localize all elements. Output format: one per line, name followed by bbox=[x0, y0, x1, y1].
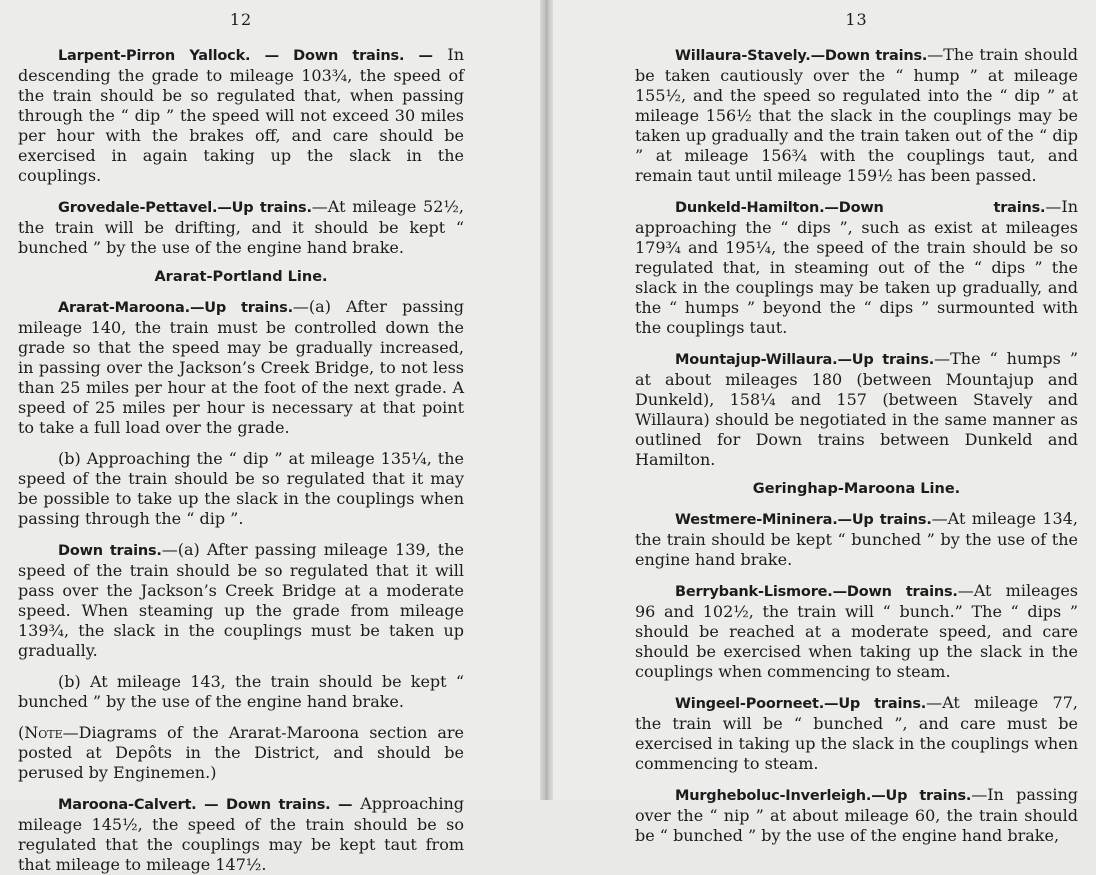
paragraph-text: —In passing over the “ nip ” at about mileage 60, the train should be “ bunched ” by the use of the engine hand brake, bbox=[635, 785, 1079, 845]
section-heading: Ararat-Maroona.—Up trains. bbox=[58, 300, 293, 316]
paragraph-text: —The “ humps ” at about mileages 180 (between Mountajup and Dunkeld), 158¼ and 157 (between Stavely and Willaura) should be negotiated in the same manner as outlined for Down trains between Dunkeld and Hamilton. bbox=[635, 349, 1079, 469]
paragraph-murgheboluc-inverleigh bbox=[635, 785, 1078, 846]
paragraph-down-trains-a bbox=[18, 540, 464, 661]
right-page bbox=[553, 0, 1096, 845]
paragraph-text: —At mileages 96 and 102½, the train will “ bunch.” The “ dips ” should be reached at a moderate speed, and care should be exercised when taking up the slack in the couplings when commencing to steam. bbox=[635, 581, 1078, 681]
paragraph-text: —The train should be taken cautiously over the “ hump ” at mileage 155½, and the speed so regulated into the “ dip ” at mileage 156½ that the slack in the couplings may be taken up gradually and the train taken out of the “ dip ” at mileage 156¾ with the couplings taut, and remain taut until mileage 159½ has been passed. bbox=[635, 45, 1079, 185]
page-number-12: 12 bbox=[229, 10, 253, 29]
section-heading: Down trains. bbox=[58, 543, 162, 559]
paragraph-wingeel-poorneet bbox=[635, 693, 1078, 774]
paragraph-maroona-calvert bbox=[18, 794, 464, 875]
section-heading: Maroona-Calvert. — Down trains. — bbox=[58, 797, 353, 813]
section-heading: Dunkeld-Hamilton.—Down trains. bbox=[675, 200, 1046, 216]
paragraph-text: —(a) After passing mileage 140, the train must be controlled down the grade so that the speed may be gradually increased, in passing over the Jackson’s Creek Bridge, to not less than 25 miles per hour at the foot of the next grade. A speed of 25 miles per hour is necessary at that point to take a full load over the grade. bbox=[18, 297, 465, 437]
section-heading: Larpent-Pirron Yallock. — Down trains. — bbox=[58, 48, 433, 64]
left-page bbox=[0, 0, 540, 874]
line-title-ararat-portland: Ararat-Portland Line. bbox=[154, 269, 328, 285]
note-text: —Diagrams of the Ararat-Maroona section are posted at Depôts in the District, and should be perused by Enginemen.) bbox=[18, 723, 464, 782]
paragraph-text: —(a) After passing mileage 139, the speed of the train should be so regulated that it will pass over the Jackson’s Creek Bridge at a moderate speed. When steaming up the grade from mileage 139¾, the slack in the couplings must be taken up gradually. bbox=[18, 540, 464, 660]
section-heading: Murgheboluc-Inverleigh.—Up trains. bbox=[675, 788, 972, 804]
line-title-geringhap-maroona: Geringhap-Maroona Line. bbox=[752, 481, 961, 497]
section-heading: Wingeel-Poorneet.—Up trains. bbox=[675, 696, 927, 712]
paragraph-down-trains-b: (b) At mileage 143, the train should be kept “ bunched ” by the use of the engine hand brake. bbox=[18, 672, 464, 711]
section-heading: Mountajup-Willaura.—Up trains. bbox=[675, 352, 935, 368]
paragraph-berrybank-lismore bbox=[635, 581, 1078, 682]
section-heading: Berrybank-Lismore.—Down trains. bbox=[675, 584, 958, 600]
paragraph-note: (Note—Diagrams of the Ararat-Maroona section are posted at Depôts in the District, and should be perused by Enginemen.) bbox=[18, 723, 464, 782]
paragraph-ararat-maroona-b: (b) Approaching the “ dip ” at mileage 135¼, the speed of the train should be so regulated that it may be possible to take up the slack in the couplings when passing through the “ dip ”. bbox=[18, 449, 464, 528]
paragraph-larpent-pirron-yallock bbox=[18, 45, 464, 186]
page-number-13: 13 bbox=[845, 10, 868, 29]
paragraph-text: —At mileage 77, the train will be “ bunched ”, and care must be exercised in taking up the slack in the couplings when commencing to steam. bbox=[635, 693, 1078, 773]
paragraph-westmere-mininera bbox=[635, 509, 1078, 570]
paragraph-willaura-stavely bbox=[635, 45, 1078, 186]
paragraph-dunkeld-hamilton bbox=[635, 197, 1078, 338]
paragraph-text: —In approaching the “ dips ”, such as exist at mileages 179¾ and 195¼, the speed of the train should be so regulated that, in steaming out of the “ dips ” the slack in the couplings may be taken up gradually, and the “ humps ” beyond the “ dips ” surmounted with the couplings taut. bbox=[635, 197, 1078, 337]
paragraph-text: —At mileage 52½, the train will be drifting, and it should be kept “ bunched ” by the use of the engine hand brake. bbox=[18, 197, 464, 257]
section-heading: Westmere-Mininera.—Up trains. bbox=[675, 512, 932, 528]
section-heading: Grovedale-Pettavel.—Up trains. bbox=[58, 200, 312, 216]
paragraph-text: Approaching mileage 145½, the speed of the train should be so regulated that the couplings may be kept taut from that mileage to mileage 147½. bbox=[18, 794, 464, 874]
paragraph-grovedale-pettavel bbox=[18, 197, 464, 258]
book-gutter bbox=[540, 0, 553, 800]
paragraph-mountajup-willaura bbox=[635, 349, 1078, 470]
paragraph-text: In descending the grade to mileage 103¾, the speed of the train should be so regulated that, when passing through the “ dip ” the speed will not exceed 30 miles per hour with the brakes off, and care should be exercised in again taking up the slack in the couplings. bbox=[18, 45, 464, 185]
paragraph-text: —At mileage 134, the train should be kept “ bunched ” by the use of the engine hand brake. bbox=[635, 509, 1078, 569]
note-label: Note bbox=[24, 723, 63, 742]
paragraph-ararat-maroona-a bbox=[18, 297, 464, 438]
section-heading: Willaura-Stavely.—Down trains. bbox=[675, 48, 928, 64]
